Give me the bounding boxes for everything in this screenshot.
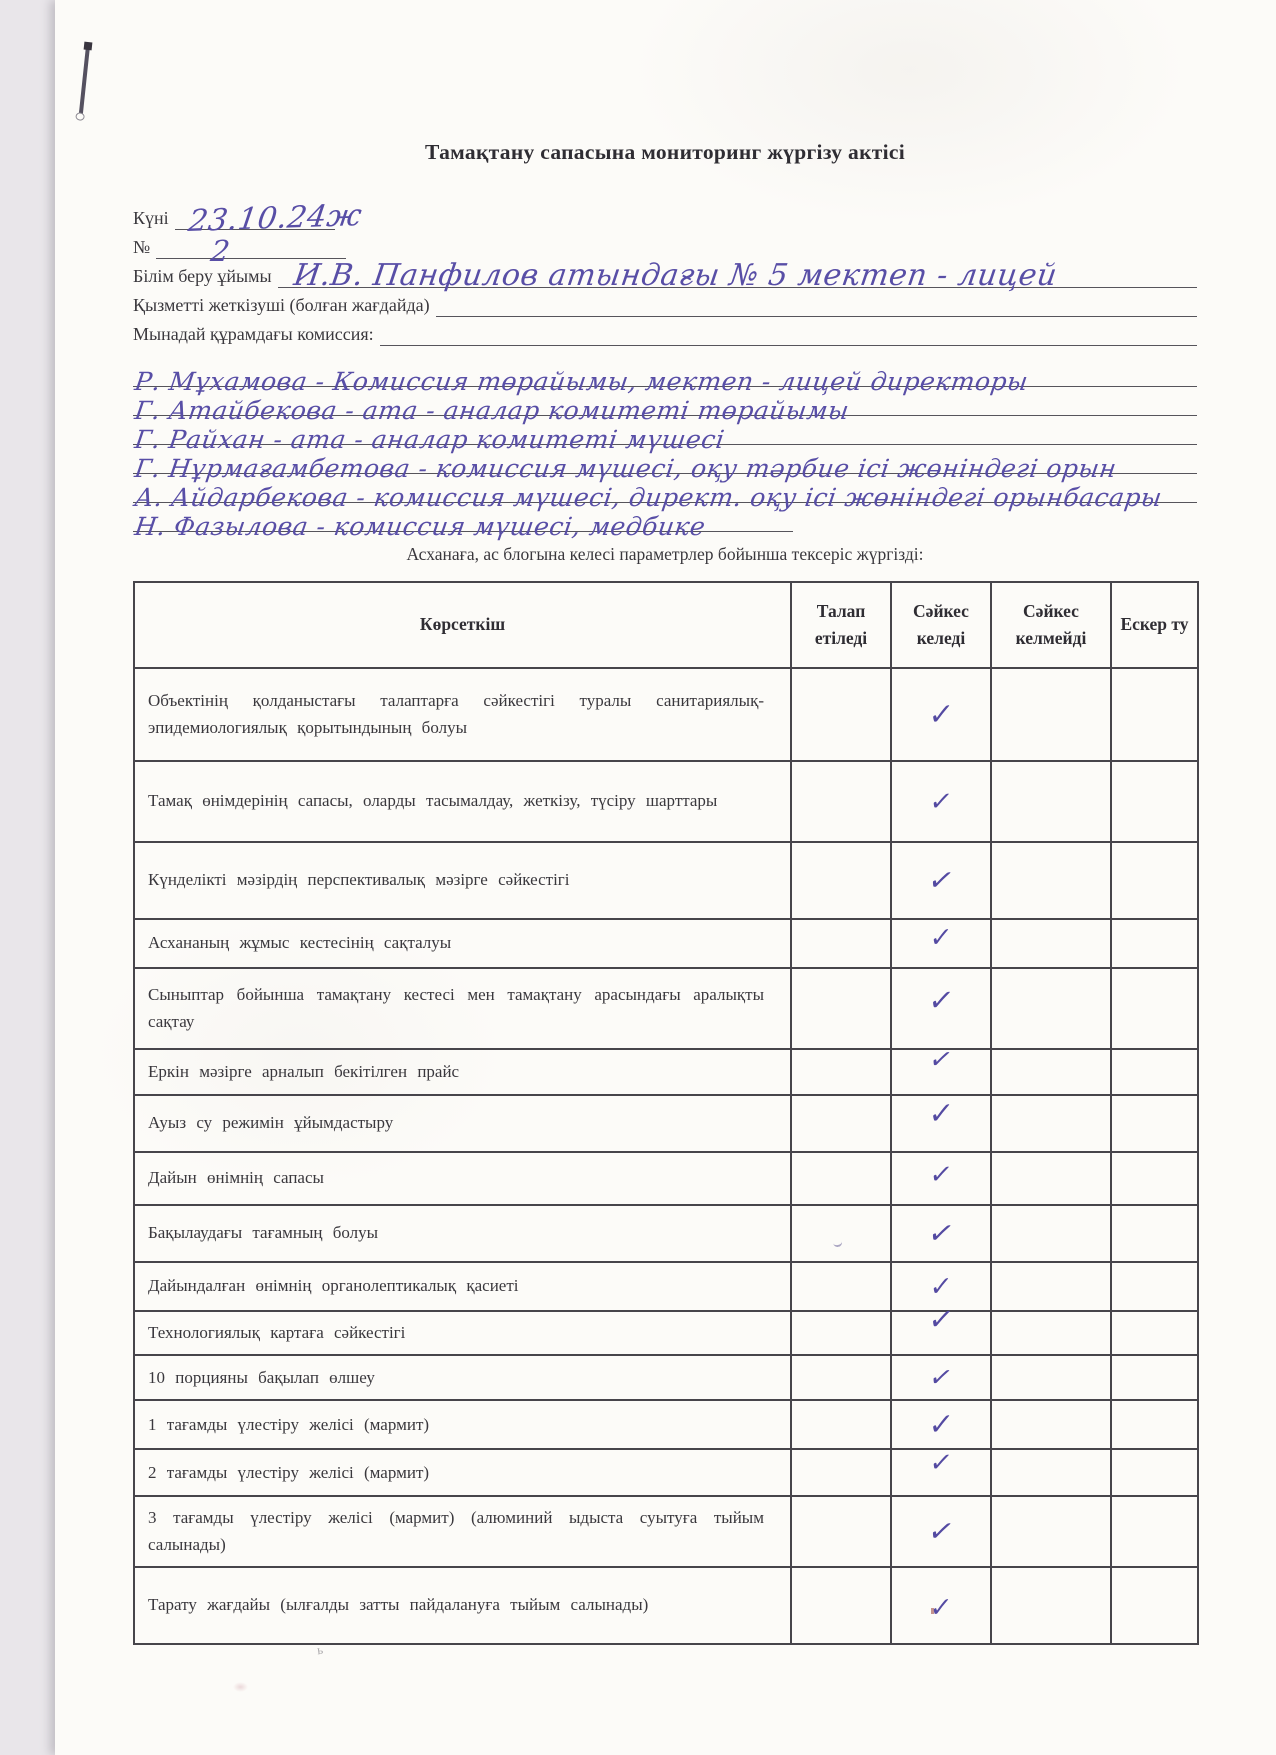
saikes-keledi-cell bbox=[891, 668, 991, 761]
eskertu-cell bbox=[1111, 1311, 1198, 1355]
saikes-keledi-cell bbox=[891, 1301, 991, 1355]
table-row bbox=[134, 1449, 1198, 1496]
table-row bbox=[134, 842, 1198, 919]
field-number-label: № bbox=[133, 237, 151, 257]
field-commission bbox=[133, 317, 1197, 346]
table-row bbox=[134, 1095, 1198, 1152]
saikes-keledi-cell bbox=[891, 1355, 991, 1400]
table-row bbox=[134, 761, 1198, 842]
eskertu-cell bbox=[1111, 1049, 1198, 1095]
indicator-cell: Объектінің қолданыстағы талаптарға сәйкестігі туралы санитариялық-эпидемиологиялық қорытындының болуы bbox=[134, 668, 791, 761]
checkmark-icon: ✓ bbox=[925, 1301, 957, 1336]
table-row bbox=[134, 1049, 1198, 1095]
header-indicator: Көрсеткіш bbox=[134, 582, 791, 668]
saikes-keledi-cell bbox=[891, 1496, 991, 1567]
saikes-keledi-cell bbox=[891, 1095, 991, 1152]
talap-etiledi-cell bbox=[791, 1262, 891, 1311]
indicator-cell: Еркін мәзірге арналып бекітілген прайс bbox=[134, 1049, 791, 1095]
field-organization-label: Білім беру ұйымы bbox=[133, 266, 272, 286]
checkmark-icon: ✓ bbox=[928, 1591, 954, 1624]
document-content bbox=[133, 0, 1197, 1645]
eskertu-cell bbox=[1111, 1355, 1198, 1400]
talap-etiledi-cell bbox=[791, 968, 891, 1049]
checkmark-icon: ✓ bbox=[926, 1044, 956, 1076]
talap-etiledi-cell bbox=[791, 1205, 891, 1262]
table-row bbox=[134, 1262, 1198, 1311]
eskertu-cell bbox=[1111, 761, 1198, 842]
paper-sheet bbox=[55, 0, 1276, 1755]
saikes-kelmeidi-cell bbox=[991, 668, 1111, 761]
field-supplier-label: Қызметті жеткізуші (болған жағдайда) bbox=[133, 295, 430, 315]
saikes-kelmeidi-cell bbox=[991, 1262, 1111, 1311]
talap-etiledi-cell bbox=[791, 1355, 891, 1400]
checkmark-icon: ✓ bbox=[926, 1362, 956, 1394]
commission-line bbox=[132, 445, 1197, 483]
saikes-keledi-cell bbox=[891, 761, 991, 842]
field-commission-label: Мынадай құрамдағы комиссия: bbox=[133, 324, 374, 344]
handwritten-commission-entry: Н. Фазылова - комиссия мүшесі, медбике bbox=[132, 512, 708, 541]
saikes-kelmeidi-cell bbox=[991, 1049, 1111, 1095]
commission-line bbox=[132, 503, 793, 541]
checkmark-icon: ✓ bbox=[927, 1447, 955, 1478]
table-row bbox=[134, 968, 1198, 1049]
saikes-kelmeidi-cell bbox=[991, 1152, 1111, 1205]
indicator-cell: Бақылаудағы тағамның болуы bbox=[134, 1205, 791, 1262]
handwritten-commission-entry: Г. Райхан - ата - аналар комитеті мүшесі bbox=[132, 425, 727, 454]
table-row bbox=[134, 1311, 1198, 1355]
saikes-keledi-cell bbox=[891, 1044, 991, 1095]
eskertu-cell bbox=[1111, 968, 1198, 1049]
eskertu-cell bbox=[1111, 919, 1198, 968]
talap-etiledi-cell bbox=[791, 1400, 891, 1449]
checkmark-icon: ✓ bbox=[927, 1159, 955, 1190]
talap-etiledi-cell bbox=[791, 668, 891, 761]
talap-etiledi-cell bbox=[791, 919, 891, 968]
intro-text: Асханаға, ас блогына келесі параметрлер бойынша тексеріс жүргізді: bbox=[406, 544, 924, 564]
field-number bbox=[133, 230, 1197, 268]
header-required: Талап етіледі bbox=[791, 582, 891, 668]
handwritten-commission-entry: Г. Атайбекова - ата - аналар комитеті төрайымы bbox=[132, 396, 852, 425]
saikes-kelmeidi-cell bbox=[991, 968, 1111, 1049]
saikes-kelmeidi-cell bbox=[991, 1567, 1111, 1644]
commission-list bbox=[132, 358, 1197, 541]
table-row bbox=[134, 1496, 1198, 1567]
scan-smudge bbox=[233, 1682, 248, 1692]
eskertu-cell bbox=[1111, 1095, 1198, 1152]
checkmark-icon: ✓ bbox=[924, 862, 958, 898]
handwritten-date: 23.10.24ж bbox=[185, 198, 364, 239]
field-supplier bbox=[133, 288, 1197, 317]
checkmark-icon: ✓ bbox=[927, 1406, 955, 1443]
talap-etiledi-cell bbox=[791, 1152, 891, 1205]
saikes-kelmeidi-cell bbox=[991, 1449, 1111, 1496]
eskertu-cell bbox=[1111, 1262, 1198, 1311]
checkmark-icon: ✓ bbox=[927, 786, 955, 817]
table-row bbox=[134, 1205, 1198, 1262]
talap-etiledi-cell bbox=[791, 1095, 891, 1152]
eskertu-cell bbox=[1111, 1205, 1198, 1262]
indicator-cell: Тарату жағдайы (ылғалды затты пайдалануға тыйым салынады) bbox=[134, 1567, 791, 1644]
handwritten-organization: И.В. Панфилов атындағы № 5 мектеп - лицей bbox=[291, 258, 1060, 293]
saikes-keledi-cell bbox=[891, 842, 991, 919]
table-row bbox=[134, 1152, 1198, 1205]
saikes-keledi-cell bbox=[891, 1205, 991, 1262]
field-organization bbox=[133, 258, 1197, 293]
indicator-cell: 3 тағамды үлестіру желісі (мармит) (алюминий ыдыста суытуға тыйым салынады) bbox=[134, 1496, 791, 1567]
handwritten-commission-entry: А. Айдарбекова - комиссия мүшесі, директ. оқу ісі жөніндегі орынбасары bbox=[132, 483, 1165, 512]
table-header-row bbox=[134, 582, 1198, 668]
indicator-cell: Технологиялық картаға сәйкестігі bbox=[134, 1311, 791, 1355]
document-title: Тамақтану сапасына мониторинг жүргізу актісі bbox=[424, 140, 906, 164]
field-date-line bbox=[175, 198, 364, 239]
eskertu-cell bbox=[1111, 1496, 1198, 1567]
saikes-kelmeidi-cell bbox=[991, 1311, 1111, 1355]
handwritten-commission-entry: Г. Нұрмағамбетова - комиссия мүшесі, оқу тәрбие ісі жөніндегі орын bbox=[132, 454, 1119, 483]
saikes-kelmeidi-cell bbox=[991, 842, 1111, 919]
eskertu-cell bbox=[1111, 668, 1198, 761]
saikes-kelmeidi-cell bbox=[991, 1400, 1111, 1449]
table-row bbox=[134, 1355, 1198, 1400]
talap-etiledi-cell bbox=[791, 842, 891, 919]
saikes-keledi-cell bbox=[891, 1567, 991, 1644]
talap-etiledi-cell bbox=[791, 1496, 891, 1567]
eskertu-cell bbox=[1111, 1449, 1198, 1496]
checkmark-icon: ✓ bbox=[927, 1094, 955, 1132]
checkmark-icon: ✓ bbox=[924, 1215, 958, 1251]
commission-line bbox=[132, 387, 1197, 425]
saikes-keledi-cell bbox=[891, 1449, 991, 1496]
indicator-cell: Ауыз су режимін ұйымдастыру bbox=[134, 1095, 791, 1152]
handwritten-number: 2 bbox=[208, 234, 233, 268]
table-row bbox=[134, 1567, 1198, 1644]
saikes-kelmeidi-cell bbox=[991, 1496, 1111, 1567]
indicator-cell: 1 тағамды үлестіру желісі (мармит) bbox=[134, 1400, 791, 1449]
indicator-cell: Тамақ өнімдерінің сапасы, оларды тасымалдау, жеткізу, түсіру шарттары bbox=[134, 761, 791, 842]
checkmark-icon: ✓ bbox=[928, 921, 954, 954]
talap-etiledi-cell bbox=[791, 1449, 891, 1496]
indicator-cell: Дайын өнімнің сапасы bbox=[134, 1152, 791, 1205]
table-row bbox=[134, 668, 1198, 761]
field-number-line bbox=[156, 234, 346, 268]
checkmark-icon: ✓ bbox=[927, 695, 955, 733]
saikes-kelmeidi-cell bbox=[991, 1205, 1111, 1262]
indicator-cell: Күнделікті мәзірдің перспективалық мәзірге сәйкестігі bbox=[134, 842, 791, 919]
field-commission-line bbox=[380, 323, 1197, 346]
checkmark-icon: ✓ bbox=[924, 1513, 958, 1549]
saikes-kelmeidi-cell bbox=[991, 761, 1111, 842]
header-complies: Сәйкес келеді bbox=[891, 582, 991, 668]
field-date-label: Күні bbox=[133, 208, 169, 228]
talap-etiledi-cell bbox=[791, 761, 891, 842]
commission-line bbox=[132, 416, 1197, 454]
eskertu-cell bbox=[1111, 842, 1198, 919]
saikes-keledi-cell bbox=[891, 919, 991, 968]
saikes-kelmeidi-cell bbox=[991, 919, 1111, 968]
field-organization-line bbox=[278, 258, 1197, 293]
commission-line bbox=[132, 474, 1197, 512]
indicator-cell: Асхананың жұмыс кестесінің сақталуы bbox=[134, 919, 791, 968]
header-fields bbox=[133, 198, 1197, 346]
inspection-table bbox=[133, 581, 1199, 1645]
saikes-keledi-cell bbox=[891, 1152, 991, 1205]
commission-line bbox=[132, 358, 1197, 396]
eskertu-cell bbox=[1111, 1152, 1198, 1205]
saikes-keledi-cell bbox=[891, 1400, 991, 1449]
eskertu-cell bbox=[1111, 1400, 1198, 1449]
table-row bbox=[134, 919, 1198, 968]
header-not-complies: Сәйкес келмейді bbox=[991, 582, 1111, 668]
scan-smudge: ь bbox=[315, 1641, 324, 1658]
eskertu-cell bbox=[1111, 1567, 1198, 1644]
checkmark-icon: ✓ bbox=[925, 983, 957, 1017]
talap-etiledi-cell bbox=[791, 1567, 891, 1644]
header-note: Ескер ту bbox=[1111, 582, 1198, 668]
indicator-cell: Дайындалған өнімнің органолептикалық қасиеті bbox=[134, 1262, 791, 1311]
indicator-cell: Сыныптар бойынша тамақтану кестесі мен тамақтану арасындағы аралықты сақтау bbox=[134, 968, 791, 1049]
field-date bbox=[133, 198, 1197, 239]
talap-etiledi-cell bbox=[791, 1049, 891, 1095]
checkmark-icon: ✓ bbox=[928, 1270, 954, 1303]
saikes-kelmeidi-cell bbox=[991, 1095, 1111, 1152]
pen-mark bbox=[79, 46, 90, 116]
handwritten-commission-entry: Р. Мұхамова - Комиссия төрайымы, мектеп - лицей директоры bbox=[132, 367, 1031, 396]
field-supplier-line bbox=[436, 294, 1197, 317]
indicator-cell: 10 порцияны бақылап өлшеу bbox=[134, 1355, 791, 1400]
talap-etiledi-cell bbox=[791, 1311, 891, 1355]
saikes-kelmeidi-cell bbox=[991, 1355, 1111, 1400]
table-row bbox=[134, 1400, 1198, 1449]
indicator-cell: 2 тағамды үлестіру желісі (мармит) bbox=[134, 1449, 791, 1496]
saikes-keledi-cell bbox=[891, 968, 991, 1049]
